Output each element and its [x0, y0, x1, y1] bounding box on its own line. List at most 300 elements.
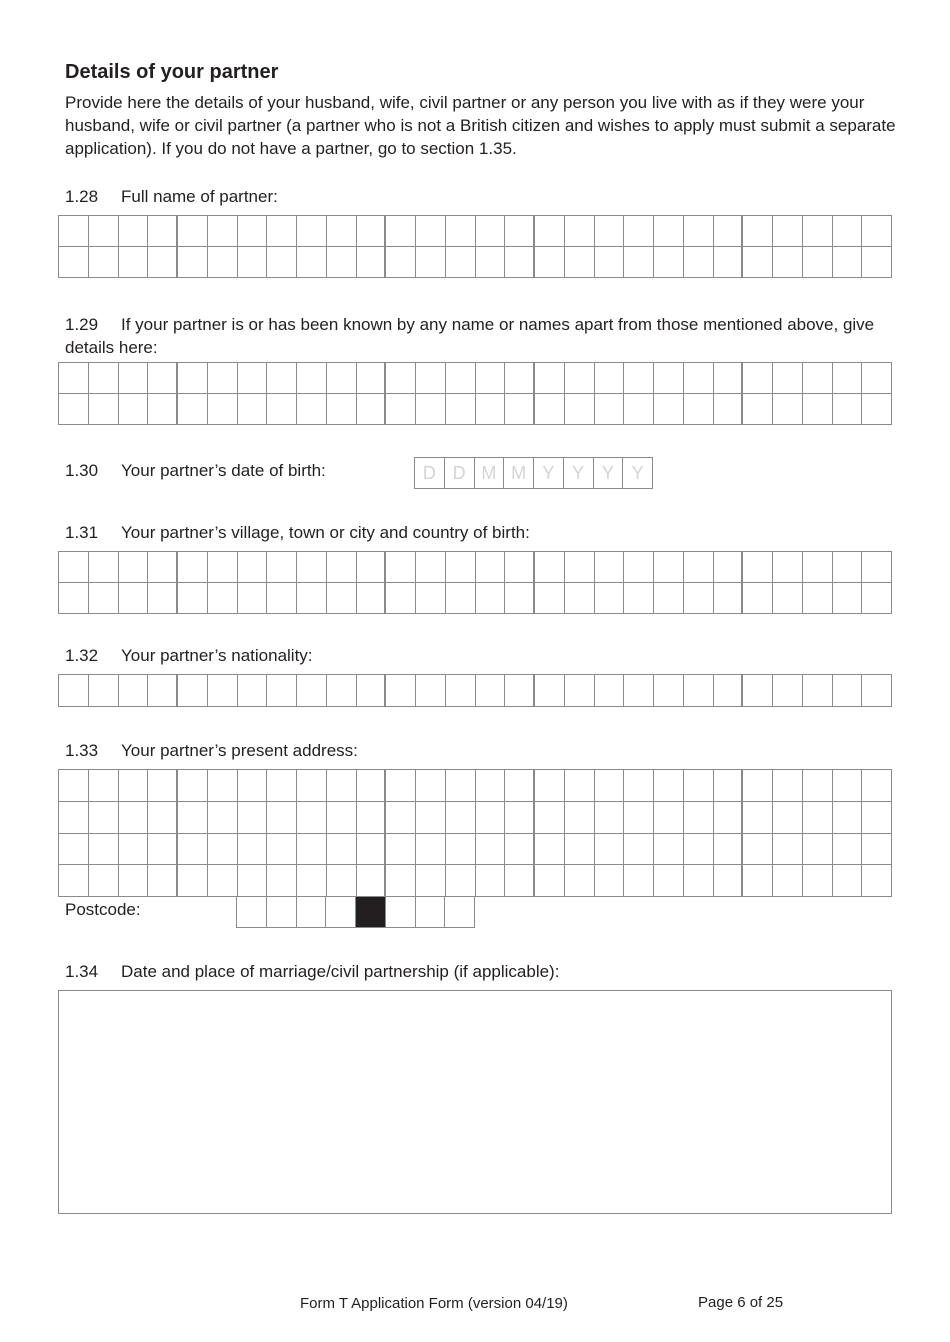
character-box[interactable]	[654, 552, 684, 583]
character-box[interactable]	[476, 552, 506, 583]
character-box[interactable]	[565, 834, 595, 866]
character-box[interactable]	[416, 675, 446, 707]
character-box[interactable]	[743, 247, 773, 278]
character-box[interactable]	[446, 770, 476, 802]
character-box[interactable]	[416, 770, 446, 802]
present-address-field[interactable]	[58, 769, 892, 897]
character-box[interactable]	[357, 675, 387, 707]
character-box[interactable]	[238, 552, 268, 583]
character-box[interactable]	[148, 834, 178, 866]
character-box[interactable]	[565, 394, 595, 425]
character-box[interactable]	[773, 834, 803, 866]
date-box[interactable]: Y	[534, 458, 564, 489]
character-box[interactable]	[416, 583, 446, 614]
character-box[interactable]	[59, 363, 89, 394]
character-box[interactable]	[267, 247, 297, 278]
character-box[interactable]	[773, 552, 803, 583]
character-box[interactable]	[357, 770, 387, 802]
character-box[interactable]	[535, 865, 565, 897]
character-box[interactable]	[833, 834, 863, 866]
character-box[interactable]	[714, 675, 744, 707]
character-box[interactable]	[238, 802, 268, 834]
character-box[interactable]	[684, 363, 714, 394]
character-box[interactable]	[357, 247, 387, 278]
character-box[interactable]	[714, 216, 744, 247]
character-box[interactable]	[624, 552, 654, 583]
character-box[interactable]	[476, 363, 506, 394]
character-box[interactable]	[595, 363, 625, 394]
character-box[interactable]	[59, 770, 89, 802]
character-box[interactable]	[624, 583, 654, 614]
character-box[interactable]	[714, 770, 744, 802]
character-box[interactable]	[238, 363, 268, 394]
character-box[interactable]	[238, 834, 268, 866]
character-box[interactable]	[357, 394, 387, 425]
character-box[interactable]	[446, 363, 476, 394]
character-box[interactable]	[267, 802, 297, 834]
character-box[interactable]	[684, 770, 714, 802]
character-box[interactable]	[59, 802, 89, 834]
character-box[interactable]	[684, 216, 714, 247]
character-box[interactable]	[327, 770, 357, 802]
character-box[interactable]	[654, 394, 684, 425]
character-box[interactable]	[386, 865, 416, 897]
character-box[interactable]	[595, 216, 625, 247]
postcode-box[interactable]	[386, 897, 416, 928]
other-names-field[interactable]	[58, 362, 892, 425]
character-box[interactable]	[565, 552, 595, 583]
character-box[interactable]	[148, 247, 178, 278]
character-box[interactable]	[267, 552, 297, 583]
character-box[interactable]	[178, 247, 208, 278]
character-box[interactable]	[773, 394, 803, 425]
character-box[interactable]	[565, 216, 595, 247]
character-box[interactable]	[238, 247, 268, 278]
character-box[interactable]	[119, 675, 149, 707]
character-box[interactable]	[654, 802, 684, 834]
character-box[interactable]	[386, 552, 416, 583]
character-box[interactable]	[505, 802, 535, 834]
character-box[interactable]	[684, 552, 714, 583]
character-box[interactable]	[684, 675, 714, 707]
character-box[interactable]	[148, 363, 178, 394]
character-box[interactable]	[267, 583, 297, 614]
postcode-box[interactable]	[445, 897, 475, 928]
character-box[interactable]	[357, 363, 387, 394]
character-box[interactable]	[862, 865, 892, 897]
character-box[interactable]	[119, 770, 149, 802]
character-box[interactable]	[178, 394, 208, 425]
character-box[interactable]	[416, 216, 446, 247]
character-box[interactable]	[505, 834, 535, 866]
character-box[interactable]	[208, 802, 238, 834]
date-of-birth-field[interactable]	[414, 457, 653, 489]
character-box[interactable]	[297, 247, 327, 278]
character-box[interactable]	[743, 834, 773, 866]
character-box[interactable]	[386, 394, 416, 425]
character-box[interactable]	[833, 675, 863, 707]
character-box[interactable]	[238, 770, 268, 802]
character-box[interactable]	[505, 394, 535, 425]
character-box[interactable]	[297, 583, 327, 614]
character-box[interactable]	[208, 216, 238, 247]
character-box[interactable]	[684, 834, 714, 866]
character-box[interactable]	[178, 583, 208, 614]
character-box[interactable]	[505, 216, 535, 247]
character-box[interactable]	[743, 394, 773, 425]
character-box[interactable]	[148, 802, 178, 834]
character-box[interactable]	[714, 247, 744, 278]
postcode-box[interactable]	[326, 897, 356, 928]
character-box[interactable]	[446, 865, 476, 897]
character-box[interactable]	[862, 802, 892, 834]
character-box[interactable]	[505, 552, 535, 583]
character-box[interactable]	[386, 770, 416, 802]
character-box[interactable]	[119, 583, 149, 614]
character-box[interactable]	[803, 552, 833, 583]
character-box[interactable]	[624, 247, 654, 278]
character-box[interactable]	[178, 834, 208, 866]
character-box[interactable]	[803, 216, 833, 247]
character-box[interactable]	[89, 552, 119, 583]
character-box[interactable]	[714, 552, 744, 583]
date-box[interactable]: D	[445, 458, 475, 489]
character-box[interactable]	[59, 552, 89, 583]
postcode-field[interactable]	[236, 896, 475, 928]
character-box[interactable]	[267, 770, 297, 802]
character-box[interactable]	[89, 802, 119, 834]
character-box[interactable]	[89, 363, 119, 394]
character-box[interactable]	[89, 247, 119, 278]
character-box[interactable]	[327, 583, 357, 614]
character-box[interactable]	[416, 802, 446, 834]
character-box[interactable]	[684, 802, 714, 834]
character-box[interactable]	[476, 583, 506, 614]
character-box[interactable]	[565, 583, 595, 614]
character-box[interactable]	[714, 865, 744, 897]
character-box[interactable]	[446, 394, 476, 425]
character-box[interactable]	[714, 802, 744, 834]
character-box[interactable]	[208, 247, 238, 278]
character-box[interactable]	[862, 216, 892, 247]
character-box[interactable]	[89, 834, 119, 866]
character-box[interactable]	[208, 583, 238, 614]
character-box[interactable]	[89, 865, 119, 897]
marriage-details-field[interactable]	[58, 990, 892, 1214]
character-box[interactable]	[119, 247, 149, 278]
character-box[interactable]	[624, 675, 654, 707]
character-box[interactable]	[476, 675, 506, 707]
character-box[interactable]	[297, 552, 327, 583]
character-box[interactable]	[862, 770, 892, 802]
character-box[interactable]	[595, 770, 625, 802]
character-box[interactable]	[119, 552, 149, 583]
character-box[interactable]	[684, 247, 714, 278]
character-box[interactable]	[89, 216, 119, 247]
character-box[interactable]	[565, 770, 595, 802]
character-box[interactable]	[119, 802, 149, 834]
character-box[interactable]	[743, 802, 773, 834]
character-box[interactable]	[862, 675, 892, 707]
character-box[interactable]	[119, 363, 149, 394]
character-box[interactable]	[773, 770, 803, 802]
character-box[interactable]	[119, 834, 149, 866]
character-box[interactable]	[803, 247, 833, 278]
character-box[interactable]	[119, 865, 149, 897]
character-box[interactable]	[386, 675, 416, 707]
character-box[interactable]	[178, 770, 208, 802]
character-box[interactable]	[743, 583, 773, 614]
character-box[interactable]	[327, 394, 357, 425]
date-box[interactable]: M	[475, 458, 505, 489]
character-box[interactable]	[476, 834, 506, 866]
character-box[interactable]	[119, 394, 149, 425]
place-of-birth-field[interactable]	[58, 551, 892, 614]
character-box[interactable]	[535, 394, 565, 425]
character-box[interactable]	[327, 247, 357, 278]
character-box[interactable]	[684, 583, 714, 614]
character-box[interactable]	[743, 675, 773, 707]
character-box[interactable]	[208, 834, 238, 866]
character-box[interactable]	[505, 363, 535, 394]
character-box[interactable]	[327, 363, 357, 394]
character-box[interactable]	[357, 583, 387, 614]
character-box[interactable]	[416, 552, 446, 583]
character-box[interactable]	[327, 552, 357, 583]
character-box[interactable]	[59, 216, 89, 247]
character-box[interactable]	[238, 583, 268, 614]
character-box[interactable]	[654, 216, 684, 247]
character-box[interactable]	[297, 394, 327, 425]
character-box[interactable]	[565, 802, 595, 834]
character-box[interactable]	[59, 834, 89, 866]
character-box[interactable]	[476, 802, 506, 834]
character-box[interactable]	[595, 802, 625, 834]
character-box[interactable]	[327, 675, 357, 707]
character-box[interactable]	[565, 247, 595, 278]
character-box[interactable]	[386, 363, 416, 394]
character-box[interactable]	[89, 770, 119, 802]
character-box[interactable]	[59, 247, 89, 278]
character-box[interactable]	[565, 865, 595, 897]
character-box[interactable]	[267, 865, 297, 897]
character-box[interactable]	[773, 247, 803, 278]
character-box[interactable]	[803, 834, 833, 866]
character-box[interactable]	[178, 552, 208, 583]
character-box[interactable]	[773, 216, 803, 247]
character-box[interactable]	[862, 552, 892, 583]
character-box[interactable]	[743, 770, 773, 802]
character-box[interactable]	[208, 865, 238, 897]
character-box[interactable]	[386, 802, 416, 834]
character-box[interactable]	[505, 770, 535, 802]
character-box[interactable]	[595, 675, 625, 707]
character-box[interactable]	[178, 675, 208, 707]
character-box[interactable]	[208, 770, 238, 802]
character-box[interactable]	[654, 865, 684, 897]
character-box[interactable]	[446, 675, 476, 707]
date-box[interactable]: Y	[623, 458, 653, 489]
character-box[interactable]	[416, 363, 446, 394]
character-box[interactable]	[208, 394, 238, 425]
character-box[interactable]	[743, 363, 773, 394]
character-box[interactable]	[89, 675, 119, 707]
character-box[interactable]	[624, 834, 654, 866]
character-box[interactable]	[297, 865, 327, 897]
character-box[interactable]	[148, 770, 178, 802]
character-box[interactable]	[386, 216, 416, 247]
character-box[interactable]	[833, 394, 863, 425]
character-box[interactable]	[297, 363, 327, 394]
character-box[interactable]	[238, 675, 268, 707]
character-box[interactable]	[624, 363, 654, 394]
character-box[interactable]	[357, 216, 387, 247]
character-box[interactable]	[773, 802, 803, 834]
character-box[interactable]	[446, 247, 476, 278]
character-box[interactable]	[148, 216, 178, 247]
character-box[interactable]	[773, 583, 803, 614]
character-box[interactable]	[595, 583, 625, 614]
character-box[interactable]	[862, 363, 892, 394]
character-box[interactable]	[535, 770, 565, 802]
character-box[interactable]	[178, 802, 208, 834]
character-box[interactable]	[178, 216, 208, 247]
character-box[interactable]	[297, 675, 327, 707]
character-box[interactable]	[59, 583, 89, 614]
character-box[interactable]	[416, 865, 446, 897]
character-box[interactable]	[416, 394, 446, 425]
character-box[interactable]	[654, 247, 684, 278]
date-box[interactable]: Y	[594, 458, 624, 489]
character-box[interactable]	[327, 802, 357, 834]
character-box[interactable]	[714, 583, 744, 614]
postcode-box[interactable]	[237, 897, 267, 928]
character-box[interactable]	[267, 216, 297, 247]
character-box[interactable]	[595, 247, 625, 278]
character-box[interactable]	[357, 865, 387, 897]
character-box[interactable]	[773, 675, 803, 707]
character-box[interactable]	[59, 675, 89, 707]
character-box[interactable]	[714, 363, 744, 394]
character-box[interactable]	[327, 834, 357, 866]
character-box[interactable]	[654, 770, 684, 802]
character-box[interactable]	[148, 583, 178, 614]
character-box[interactable]	[327, 865, 357, 897]
date-box[interactable]: M	[504, 458, 534, 489]
character-box[interactable]	[386, 247, 416, 278]
character-box[interactable]	[267, 834, 297, 866]
character-box[interactable]	[505, 865, 535, 897]
character-box[interactable]	[833, 247, 863, 278]
character-box[interactable]	[148, 675, 178, 707]
character-box[interactable]	[297, 770, 327, 802]
character-box[interactable]	[327, 216, 357, 247]
character-box[interactable]	[684, 865, 714, 897]
character-box[interactable]	[654, 675, 684, 707]
nationality-field[interactable]	[58, 674, 892, 707]
character-box[interactable]	[535, 583, 565, 614]
character-box[interactable]	[357, 552, 387, 583]
character-box[interactable]	[833, 802, 863, 834]
character-box[interactable]	[654, 363, 684, 394]
character-box[interactable]	[803, 583, 833, 614]
character-box[interactable]	[803, 770, 833, 802]
character-box[interactable]	[595, 394, 625, 425]
character-box[interactable]	[297, 216, 327, 247]
character-box[interactable]	[535, 675, 565, 707]
character-box[interactable]	[476, 216, 506, 247]
character-box[interactable]	[624, 216, 654, 247]
character-box[interactable]	[803, 865, 833, 897]
character-box[interactable]	[238, 216, 268, 247]
character-box[interactable]	[624, 394, 654, 425]
character-box[interactable]	[148, 552, 178, 583]
character-box[interactable]	[833, 770, 863, 802]
character-box[interactable]	[476, 865, 506, 897]
character-box[interactable]	[267, 394, 297, 425]
character-box[interactable]	[446, 216, 476, 247]
character-box[interactable]	[148, 394, 178, 425]
character-box[interactable]	[208, 363, 238, 394]
character-box[interactable]	[743, 552, 773, 583]
character-box[interactable]	[833, 552, 863, 583]
character-box[interactable]	[535, 247, 565, 278]
character-box[interactable]	[446, 802, 476, 834]
character-box[interactable]	[505, 247, 535, 278]
character-box[interactable]	[148, 865, 178, 897]
character-box[interactable]	[505, 675, 535, 707]
character-box[interactable]	[743, 865, 773, 897]
character-box[interactable]	[803, 675, 833, 707]
character-box[interactable]	[833, 363, 863, 394]
character-box[interactable]	[386, 834, 416, 866]
character-box[interactable]	[208, 675, 238, 707]
character-box[interactable]	[446, 583, 476, 614]
character-box[interactable]	[386, 583, 416, 614]
character-box[interactable]	[803, 802, 833, 834]
character-box[interactable]	[416, 247, 446, 278]
character-box[interactable]	[565, 675, 595, 707]
character-box[interactable]	[476, 770, 506, 802]
postcode-box[interactable]	[297, 897, 327, 928]
character-box[interactable]	[297, 802, 327, 834]
character-box[interactable]	[803, 363, 833, 394]
character-box[interactable]	[624, 802, 654, 834]
character-box[interactable]	[862, 583, 892, 614]
character-box[interactable]	[565, 363, 595, 394]
character-box[interactable]	[595, 834, 625, 866]
character-box[interactable]	[446, 834, 476, 866]
character-box[interactable]	[357, 802, 387, 834]
character-box[interactable]	[833, 583, 863, 614]
character-box[interactable]	[535, 834, 565, 866]
character-box[interactable]	[684, 394, 714, 425]
character-box[interactable]	[862, 834, 892, 866]
character-box[interactable]	[773, 865, 803, 897]
date-box[interactable]: D	[415, 458, 445, 489]
character-box[interactable]	[505, 583, 535, 614]
character-box[interactable]	[59, 865, 89, 897]
character-box[interactable]	[803, 394, 833, 425]
character-box[interactable]	[238, 394, 268, 425]
character-box[interactable]	[119, 216, 149, 247]
character-box[interactable]	[624, 770, 654, 802]
character-box[interactable]	[624, 865, 654, 897]
character-box[interactable]	[416, 834, 446, 866]
character-box[interactable]	[267, 675, 297, 707]
full-name-field[interactable]	[58, 215, 892, 278]
character-box[interactable]	[654, 583, 684, 614]
